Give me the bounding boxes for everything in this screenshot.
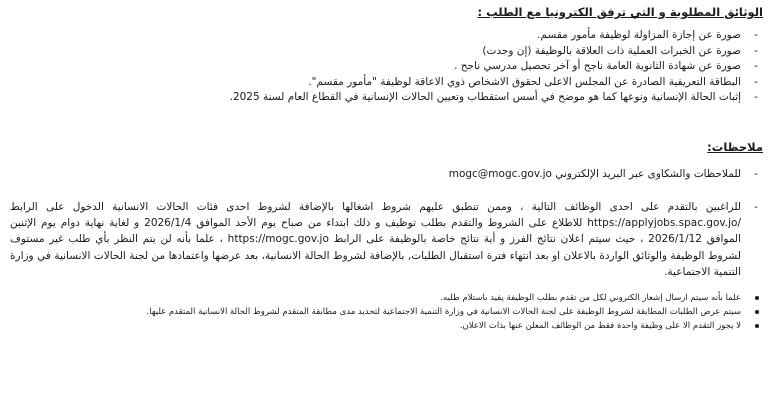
list-item [10, 305, 741, 319]
notes-list [10, 167, 763, 281]
para-text: ، حيث سيتم اعلان نتائج الفرز و أية نتائج خاصة بالوظيفة على الرابط [333, 233, 644, 246]
list-item [10, 291, 741, 305]
list-item-text: سيتم عرض الطلبات المطابقة لشروط الوظيفة على لجنة الحالات الانسانية في وزارة التنمية الاجتماعية لتحديد مدى مطابقة المتقدم لشروط الحالة الانسانية المتقدم عليها. [146, 307, 741, 318]
required-documents-list [10, 28, 763, 106]
para-text: و لغاية نهاية دوام يوم الإثنين الموافق [10, 217, 742, 246]
results-link[interactable]: https://mogc.gov.jo [227, 233, 329, 246]
end-date: 2026/1/12 [648, 233, 702, 246]
list-item-text: البطاقة التعريفية الصادرة عن المجلس الاعلى لحقوق الاشخاص ذوي الاعاقة لوظيفة "مأمور مقسم". [308, 75, 741, 88]
list-item-text: علما بأنه سيتم ارسال إشعار الكتروني لكل من تقدم بطلب الوظيفة يفيد باستلام طلبه. [440, 293, 741, 304]
para-text: للاطلاع على الشروط والتقدم بطلب توظيف و ذلك ابتداء من صباح يوم الأحد الموافق [196, 217, 583, 230]
dash-bullet: - [754, 60, 758, 72]
list-item [10, 75, 758, 91]
notes-bullets [10, 291, 763, 333]
list-item-text: صورة عن الخبرات العملية ذات العلاقة بالوظيفة (إن وجدت) [482, 44, 741, 57]
required-documents-heading: الوثائق المطلوبة و التي ترفق الكترونيا مع الطلب : [477, 5, 763, 19]
dash-bullet: - [754, 167, 758, 180]
dash-bullet: - [754, 91, 758, 103]
para-text: ، علما بأنه لن يتم النظر بأي طلب غير مستوف لشروط الوظيفة والوثائق الواردة بالاعلان او بعد انتهاء فترة استقبال الطلبات, بالإضافة لشروط الحالة الانسانية، بعد عرضها واعتمادها من لجنة الحالات الانسانية في وزارة التنمية الاجتماعية. [10, 233, 741, 278]
para-text: للراغبين بالتقدم على احدى الوظائف التالية ، وممن تنطبق عليهم شروط اشغالها بالإضافة لشروط احدى فئات الحالات الانسانية الدخول على الرابط [10, 201, 741, 213]
start-date: 2026/1/4 [144, 217, 192, 230]
list-item-text: صورة عن إجازة المزاولة لوظيفة مأمور مقسم. [537, 29, 741, 41]
list-item-text: إثبات الحالة الإنسانية ونوعها كما هو موضح في أسس استقطاب وتعيين الحالات الإنسانية في القطاع العام لسنة 2025. [229, 91, 741, 103]
dot-bullet [755, 324, 759, 328]
list-item [10, 319, 741, 333]
email-prefix: للملاحظات والشكاوى عبر البريد الإلكتروني [555, 167, 741, 180]
list-item-text: صورة عن شهادة الثانوية العامة ناجح أو آخر تحصيل مدرسي ناجح . [454, 60, 741, 72]
application-paragraph [10, 199, 758, 280]
email-note [10, 167, 758, 183]
notes-heading: ملاحظات: [707, 139, 763, 154]
list-item [10, 90, 758, 106]
apply-link[interactable]: https://applyjobs.spac.gov.jo/ [587, 217, 742, 230]
dash-bullet: - [754, 75, 758, 88]
dot-bullet [755, 296, 759, 300]
list-item [10, 44, 758, 60]
dash-bullet: - [754, 44, 758, 57]
dash-bullet: - [754, 29, 758, 41]
email-link[interactable]: mogc@mogc.gov.jo [448, 167, 552, 180]
list-item [10, 28, 758, 44]
dot-bullet [755, 310, 759, 314]
list-item [10, 59, 758, 75]
dash-bullet: - [754, 201, 758, 213]
list-item-text: لا يجوز التقدم الا على وظيفة واحدة فقط من الوظائف المعلن عنها بذات الاعلان. [459, 321, 741, 332]
